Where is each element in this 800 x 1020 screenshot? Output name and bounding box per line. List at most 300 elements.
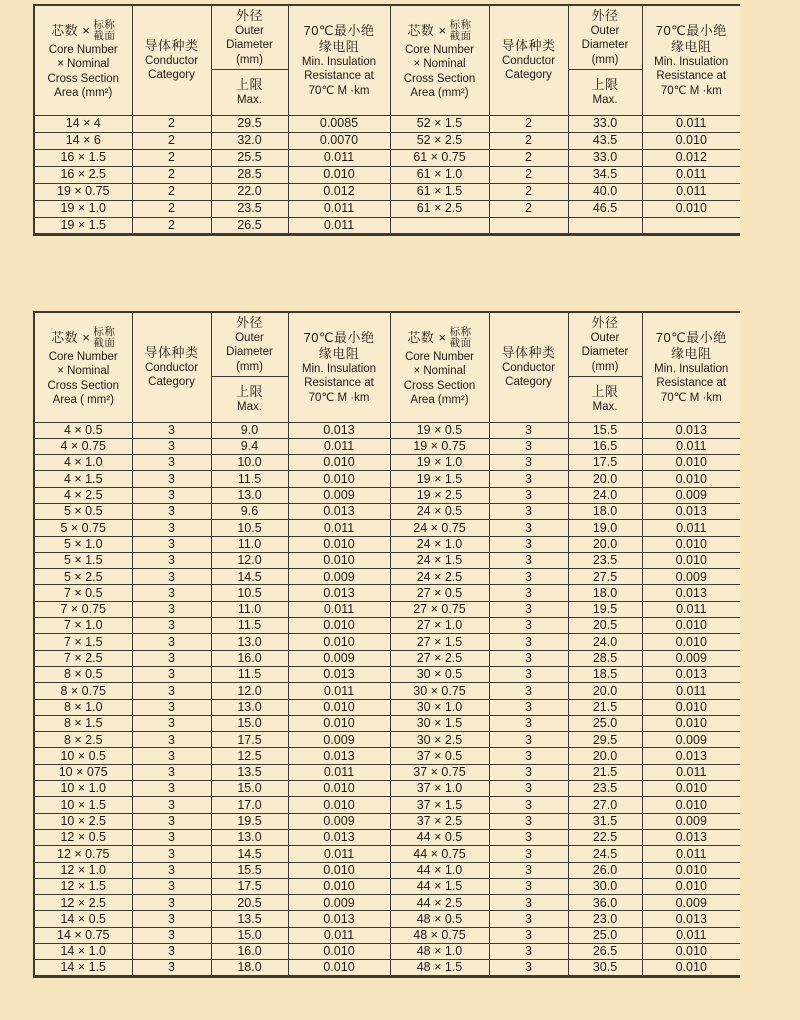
spec-cell: 30.5 (568, 960, 642, 976)
spec-cell: 25.5 (211, 149, 288, 166)
spec-cell: 0.009 (288, 650, 390, 666)
spec-cell: 44 × 2.5 (390, 895, 489, 911)
spec-cell: 3 (489, 422, 568, 438)
spec-cell: 22.5 (568, 829, 642, 845)
spec-cell: 0.013 (642, 911, 740, 927)
spec-cell: 3 (132, 797, 211, 813)
spec-cell: 3 (489, 536, 568, 552)
table-row (34, 487, 740, 503)
spec-cell: 4 × 0.5 (34, 422, 132, 438)
spec-cell: 12.0 (211, 683, 288, 699)
spec-cell: 10 × 2.5 (34, 813, 132, 829)
header-text-line: (mm) (591, 53, 619, 66)
table-body (34, 422, 740, 976)
spec-cell: 14 × 4 (34, 115, 132, 132)
spec-cell: 27.0 (568, 797, 642, 813)
header-text-line: 外径 (591, 7, 619, 23)
spec-cell: 48 × 0.75 (390, 927, 489, 943)
spec-cell: 12 × 0.75 (34, 846, 132, 862)
spec-cell: 11.0 (211, 601, 288, 617)
cn-prefix: 芯数 × (51, 23, 91, 39)
header-text-line: Diameter (581, 346, 629, 358)
spec-cell: 20.0 (568, 748, 642, 764)
spec-cell: 52 × 2.5 (390, 132, 489, 149)
spec-cell: 28.5 (568, 650, 642, 666)
spec-cell: 3 (489, 764, 568, 780)
table-row (34, 666, 740, 682)
spec-cell: 3 (132, 944, 211, 960)
spec-cell: 0.010 (288, 634, 390, 650)
spec-cell: 26.0 (568, 862, 642, 878)
spec-cell: 0.010 (642, 455, 740, 471)
spec-cell: 16 × 2.5 (34, 166, 132, 183)
spec-cell: 27 × 0.75 (390, 601, 489, 617)
spec-cell: 3 (489, 781, 568, 797)
spec-cell: 13.0 (211, 699, 288, 715)
spec-cell: 12 × 1.0 (34, 862, 132, 878)
spec-cell: 3 (132, 503, 211, 519)
spec-cell: 0.010 (642, 618, 740, 634)
spec-cell: 0.011 (642, 764, 740, 780)
header-text-line: Min. Insulation (654, 362, 729, 375)
spec-cell: 11.0 (211, 536, 288, 552)
header-text-line: Resistance at (304, 70, 374, 82)
spec-cell: 30 × 0.75 (390, 683, 489, 699)
spec-cell: 0.011 (288, 846, 390, 862)
spec-cell: 7 × 0.5 (34, 585, 132, 601)
header-text-line: Category (505, 69, 552, 82)
spec-cell: 61 × 1.0 (390, 166, 489, 183)
spec-cell: 0.011 (642, 927, 740, 943)
spec-cell: 3 (489, 797, 568, 813)
spec-cell: 3 (489, 699, 568, 715)
table-row (34, 781, 740, 797)
spec-cell: 14 × 0.75 (34, 927, 132, 943)
spec-cell: 3 (489, 895, 568, 911)
header-text-line: Diameter (581, 39, 629, 51)
header-max-limit-cell (568, 69, 642, 115)
header-text-line: × Nominal (57, 365, 110, 378)
spec-cell: 15.0 (211, 715, 288, 731)
cn-stacked-label (93, 20, 115, 43)
spec-cell: 4 × 2.5 (34, 487, 132, 503)
header-core-number-cell (390, 312, 489, 422)
cn-stack-bottom: 截面 (93, 337, 116, 350)
spec-cell: 0.010 (642, 960, 740, 976)
spec-cell: 5 × 2.5 (34, 569, 132, 585)
spec-cell: 2 (132, 217, 211, 234)
header-text-line: Category (505, 376, 552, 389)
spec-cell: 26.5 (211, 217, 288, 234)
header-text-line: Conductor (144, 54, 199, 67)
header-text-line: Conductor (501, 54, 556, 67)
header-text-line: Resistance at (304, 377, 374, 389)
spec-cell: 0.011 (642, 520, 740, 536)
spec-cell: 3 (489, 585, 568, 601)
cn-prefix: 芯数 × (51, 330, 91, 346)
header-text-line: Outer (235, 331, 264, 344)
spec-cell: 0.010 (288, 781, 390, 797)
spec-cell: 24 × 1.0 (390, 536, 489, 552)
spec-cell: 5 × 1.5 (34, 552, 132, 568)
spec-cell: 10 × 075 (34, 764, 132, 780)
cn-prefix: 芯数 × (407, 23, 447, 39)
header-text-line: Max. (592, 400, 618, 413)
table-row (34, 585, 740, 601)
cn-stacked-label (93, 327, 115, 350)
spec-cell: 8 × 1.0 (34, 699, 132, 715)
spec-cell: 5 × 1.0 (34, 536, 132, 552)
header-text-line: 上限 (591, 76, 619, 92)
spec-cell: 0.013 (288, 748, 390, 764)
spec-cell: 3 (132, 960, 211, 976)
spec-cell: 0.0070 (288, 132, 390, 149)
header-text-line: 外径 (591, 314, 619, 330)
spec-cell: 18.0 (211, 960, 288, 976)
spec-cell: 0.010 (288, 960, 390, 976)
spec-cell: 3 (489, 618, 568, 634)
table-row (34, 862, 740, 878)
spec-cell: 0.010 (642, 552, 740, 568)
header-text-line: Core Number (404, 350, 475, 363)
spec-cell: 3 (489, 813, 568, 829)
header-text-line: (mm) (591, 360, 619, 373)
spec-cell: 7 × 1.5 (34, 634, 132, 650)
spec-cell: 46.5 (568, 200, 642, 217)
header-text-line: 外径 (235, 7, 263, 23)
cable-spec-table-top (33, 4, 740, 236)
spec-cell: 0.010 (288, 552, 390, 568)
header-text-line: Diameter (226, 39, 273, 51)
header-core-number-cell (390, 5, 489, 115)
spec-cell: 20.5 (568, 618, 642, 634)
spec-cell: 3 (489, 601, 568, 617)
header-text-line: Max. (592, 93, 618, 106)
table-row (34, 618, 740, 634)
spec-cell: 14 × 1.5 (34, 960, 132, 976)
header-text-line: 70℃最小绝 (303, 329, 375, 345)
spec-cell: 0.011 (642, 183, 740, 200)
spec-cell: 0.010 (642, 715, 740, 731)
header-text-line: Cross Section (47, 379, 120, 392)
spec-cell: 15.5 (568, 422, 642, 438)
spec-cell: 14 × 1.0 (34, 944, 132, 960)
spec-cell: 0.009 (288, 732, 390, 748)
spec-cell (489, 217, 568, 234)
spec-cell: 10 × 1.5 (34, 797, 132, 813)
header-text-line: Resistance at (656, 377, 727, 389)
table-row (34, 217, 740, 234)
core-number-cn-line (391, 327, 489, 350)
spec-cell: 0.011 (288, 438, 390, 454)
header-max-limit-cell (568, 376, 642, 422)
spec-cell: 8 × 0.75 (34, 683, 132, 699)
table-row (34, 166, 740, 183)
spec-cell: 44 × 0.75 (390, 846, 489, 862)
spec-cell: 37 × 2.5 (390, 813, 489, 829)
spec-cell: 19.5 (568, 601, 642, 617)
header-text-line: 外径 (235, 314, 263, 330)
header-text-line: × Nominal (413, 58, 466, 71)
spec-cell: 3 (489, 552, 568, 568)
spec-cell: 2 (489, 200, 568, 217)
header-conductor-category-cell (132, 5, 211, 115)
spec-cell: 32.0 (211, 132, 288, 149)
spec-cell: 0.010 (642, 797, 740, 813)
header-text-line: Diameter (226, 346, 273, 358)
header-outer-diameter-cell (568, 312, 642, 376)
header-row-top (34, 312, 740, 376)
spec-cell: 18.0 (568, 585, 642, 601)
spec-cell: 33.0 (568, 149, 642, 166)
spec-cell: 15.0 (211, 927, 288, 943)
header-text-line: Conductor (144, 361, 199, 374)
spec-cell: 3 (132, 781, 211, 797)
spec-cell: 11.5 (211, 471, 288, 487)
spec-cell: 3 (132, 422, 211, 438)
table-row (34, 715, 740, 731)
spec-cell: 0.011 (642, 438, 740, 454)
spec-cell: 3 (489, 829, 568, 845)
spec-cell: 24.0 (568, 487, 642, 503)
spec-cell: 24.5 (568, 846, 642, 862)
spec-cell: 2 (132, 166, 211, 183)
spec-cell: 3 (132, 927, 211, 943)
spec-cell: 61 × 1.5 (390, 183, 489, 200)
table-row (34, 911, 740, 927)
header-text-line: Max. (237, 93, 262, 106)
spec-cell: 19 × 1.5 (390, 471, 489, 487)
table-row (34, 149, 740, 166)
spec-cell: 9.0 (211, 422, 288, 438)
table-row (34, 944, 740, 960)
spec-cell: 0.011 (288, 601, 390, 617)
header-min-insulation-cell (288, 312, 390, 422)
header-text-line: Cross Section (403, 379, 476, 392)
spec-cell: 3 (132, 601, 211, 617)
header-text-line: 70℃最小绝 (655, 329, 727, 345)
table-row (34, 520, 740, 536)
spec-cell (390, 217, 489, 234)
header-min-insulation-cell (288, 5, 390, 115)
table-row (34, 634, 740, 650)
spec-cell: 3 (489, 715, 568, 731)
spec-cell: 3 (132, 569, 211, 585)
header-conductor-category-cell (132, 312, 211, 422)
spec-cell: 3 (132, 911, 211, 927)
spec-cell: 23.5 (568, 552, 642, 568)
spec-cell: 0.009 (642, 487, 740, 503)
table-row (34, 471, 740, 487)
spec-cell: 7 × 0.75 (34, 601, 132, 617)
spec-cell: 23.5 (568, 781, 642, 797)
table-row (34, 183, 740, 200)
header-min-insulation-cell (642, 5, 740, 115)
spec-cell: 44 × 1.5 (390, 878, 489, 894)
header-text-line: Area ( mm²) (52, 394, 114, 407)
table-row (34, 132, 740, 149)
table-row (34, 422, 740, 438)
cn-stack-top: 标称 (449, 18, 472, 31)
spec-cell: 14 × 6 (34, 132, 132, 149)
spec-cell: 0.013 (288, 911, 390, 927)
cable-spec-table-bottom (33, 311, 740, 978)
spec-cell: 44 × 1.0 (390, 862, 489, 878)
spec-cell: 3 (132, 666, 211, 682)
spec-cell: 20.0 (568, 471, 642, 487)
spec-cell: 0.010 (288, 878, 390, 894)
spec-cell: 19 × 1.0 (34, 200, 132, 217)
spec-cell: 19 × 0.75 (34, 183, 132, 200)
spec-cell: 30 × 2.5 (390, 732, 489, 748)
spec-cell: 0.0085 (288, 115, 390, 132)
spec-cell: 12.5 (211, 748, 288, 764)
header-conductor-category-cell (489, 312, 568, 422)
header-core-number-cell (34, 5, 132, 115)
spec-cell: 11.5 (211, 666, 288, 682)
table-row (34, 829, 740, 845)
spec-cell: 3 (132, 813, 211, 829)
spec-cell: 11.5 (211, 618, 288, 634)
spec-cell: 0.011 (288, 764, 390, 780)
table-row (34, 764, 740, 780)
spec-cell: 3 (132, 829, 211, 845)
table-row (34, 455, 740, 471)
spec-cell: 3 (132, 520, 211, 536)
table-row (34, 569, 740, 585)
spec-cell: 33.0 (568, 115, 642, 132)
spec-cell: 18.0 (568, 503, 642, 519)
spec-cell: 3 (489, 438, 568, 454)
spec-cell: 0.012 (288, 183, 390, 200)
spec-cell: 10.5 (211, 520, 288, 536)
header-text-line: Cross Section (403, 72, 476, 85)
header-text-line: Min. Insulation (301, 362, 377, 375)
spec-cell: 0.010 (288, 715, 390, 731)
header-text-line: Resistance at (656, 70, 727, 82)
spec-cell: 0.013 (288, 666, 390, 682)
spec-cell: 3 (489, 487, 568, 503)
spec-cell: 23.5 (211, 200, 288, 217)
cn-stack-bottom: 截面 (449, 337, 472, 350)
spec-cell: 5 × 0.5 (34, 503, 132, 519)
header-max-limit-cell (211, 69, 288, 115)
table-row (34, 732, 740, 748)
spec-cell: 0.011 (288, 520, 390, 536)
spec-cell: 23.0 (568, 911, 642, 927)
spec-cell: 3 (489, 503, 568, 519)
header-text-line: Max. (237, 400, 262, 413)
spec-cell: 0.009 (642, 569, 740, 585)
cn-stack-bottom: 截面 (93, 30, 116, 43)
spec-cell: 0.010 (288, 699, 390, 715)
header-text-line: Area (mm²) (410, 394, 469, 407)
spec-cell: 30 × 1.0 (390, 699, 489, 715)
spec-cell: 17.5 (211, 878, 288, 894)
cn-stack-top: 标称 (93, 18, 116, 31)
header-text-line: Min. Insulation (301, 55, 377, 68)
spec-cell: 0.010 (288, 536, 390, 552)
spec-cell: 5 × 0.75 (34, 520, 132, 536)
spec-cell: 3 (489, 960, 568, 976)
spec-cell: 2 (489, 115, 568, 132)
table-row (34, 503, 740, 519)
spec-cell: 0.011 (288, 683, 390, 699)
spec-cell: 3 (132, 487, 211, 503)
spec-cell: 3 (489, 927, 568, 943)
header-text-line: 上限 (235, 76, 263, 92)
core-number-cn-line (35, 20, 132, 43)
header-text-line: Outer (590, 24, 620, 37)
header-conductor-category-cell (489, 5, 568, 115)
spec-cell: 37 × 1.0 (390, 781, 489, 797)
spec-cell: 0.010 (642, 862, 740, 878)
spec-cell: 13.5 (211, 764, 288, 780)
header-text-line: 缘电阻 (670, 345, 712, 361)
spec-cell: 14.5 (211, 846, 288, 862)
spec-cell: 10.5 (211, 585, 288, 601)
header-text-line: 缘电阻 (318, 345, 360, 361)
spec-cell: 0.011 (642, 601, 740, 617)
spec-cell: 0.013 (288, 585, 390, 601)
header-text-line: 上限 (235, 383, 263, 399)
spec-cell: 0.011 (642, 166, 740, 183)
header-row-top (34, 5, 740, 69)
spec-cell: 14 × 0.5 (34, 911, 132, 927)
spec-cell: 0.010 (642, 944, 740, 960)
header-outer-diameter-cell (568, 5, 642, 69)
spec-cell: 0.011 (642, 115, 740, 132)
spec-cell: 9.4 (211, 438, 288, 454)
header-text-line: Core Number (48, 43, 118, 56)
spec-cell: 19 × 1.0 (390, 455, 489, 471)
table-row (34, 813, 740, 829)
spec-cell: 3 (132, 618, 211, 634)
spec-cell: 3 (132, 585, 211, 601)
spec-cell: 0.011 (288, 149, 390, 166)
spec-cell: 0.010 (288, 471, 390, 487)
header-text-line: 70℃ M ·km (660, 84, 722, 97)
spec-cell: 20.5 (211, 895, 288, 911)
cn-stack-top: 标称 (449, 325, 472, 338)
spec-cell: 40.0 (568, 183, 642, 200)
spec-cell: 12 × 2.5 (34, 895, 132, 911)
spec-cell: 29.5 (568, 732, 642, 748)
spec-cell: 7 × 2.5 (34, 650, 132, 666)
header-text-line: 导体种类 (144, 37, 199, 53)
spec-cell: 3 (489, 520, 568, 536)
spec-cell: 19 × 2.5 (390, 487, 489, 503)
spec-cell: 29.5 (211, 115, 288, 132)
spec-cell: 43.5 (568, 132, 642, 149)
spec-cell: 10 × 0.5 (34, 748, 132, 764)
spec-cell: 27 × 1.5 (390, 634, 489, 650)
spec-cell: 0.010 (288, 944, 390, 960)
spec-cell: 48 × 1.0 (390, 944, 489, 960)
spec-cell: 16.5 (568, 438, 642, 454)
spec-cell: 21.5 (568, 764, 642, 780)
spec-cell: 20.0 (568, 536, 642, 552)
spec-cell: 16 × 1.5 (34, 149, 132, 166)
spec-cell: 4 × 0.75 (34, 438, 132, 454)
spec-cell: 12 × 1.5 (34, 878, 132, 894)
spec-cell: 0.011 (288, 927, 390, 943)
spec-cell: 2 (489, 166, 568, 183)
spec-cell: 3 (489, 634, 568, 650)
spec-cell: 48 × 1.5 (390, 960, 489, 976)
spec-cell: 3 (132, 536, 211, 552)
header-max-limit-cell (211, 376, 288, 422)
